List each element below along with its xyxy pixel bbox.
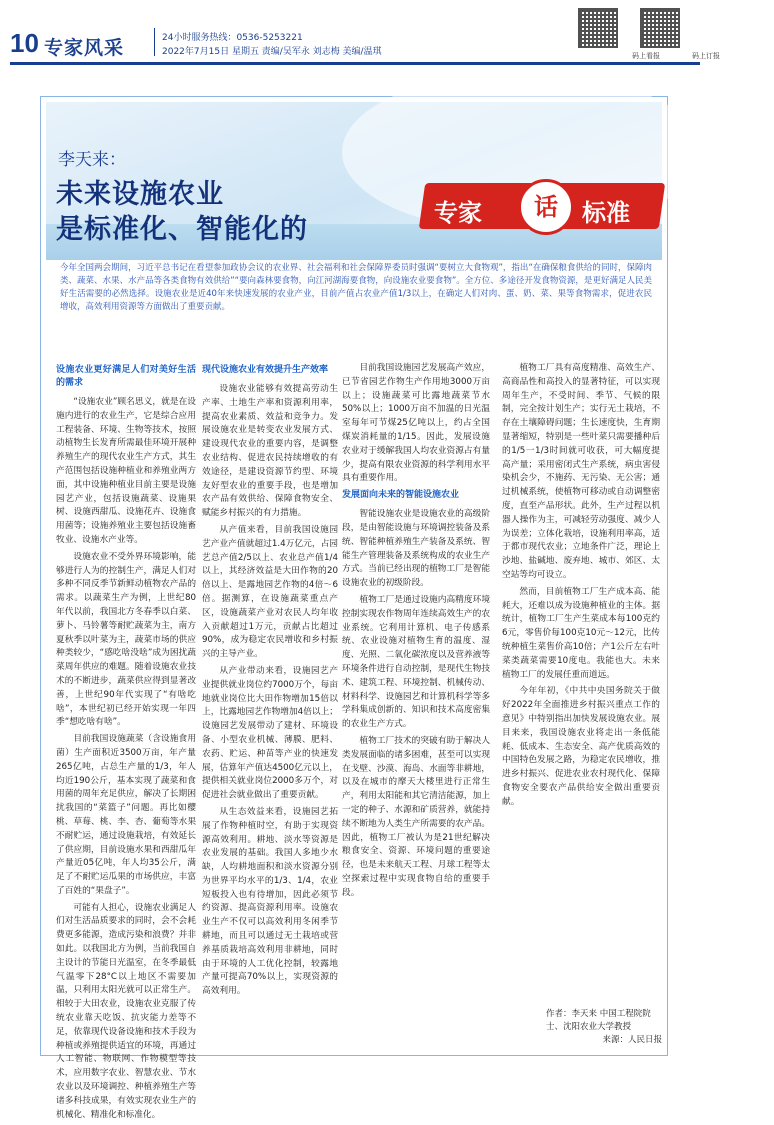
paragraph: 可能有人担心，设施农业满足人们对生活品质要求的同时，会不会耗费更多能源，造成污染和浪费？并非如此。以我国北方为例，当前我国自主设计的节能日光温室，在冬季最低气温零下28°C以上地区不需要加温，只利用太阳光就可以正常生产。相较于大田农业，设施农业克服了传统农业靠天吃饭、抗灾能力差等不足，依靠现代设备设施和技术手段为种植或养殖提供适宜的环境，再通过人工智能、物联网、作物模型等技术，应用数字农业、智慧农业、节水农业以及环境调控、种植养殖生产等诸多科技成果，有效实现农业生产的机械化、精准化和标准化。 xyxy=(56,902,196,1120)
section-title: 专家风采 xyxy=(44,37,125,59)
paragraph: 目前我国设施蔬菜（含设施食用菌）生产面积近3500万亩，年产量265亿吨，占总生产量的1/3，年人均近190公斤，基本实现了蔬菜和食用菌的周年充足供应，解决了长期困扰我国的“菜篮子”问题。再比如樱桃、草莓、桃、李、杏、葡萄等水果不耐贮运，通过设施栽培，有效延长了供应期，目前设施水果和西甜瓜年产量近05亿吨，年人均35公斤，满足了不耐贮运瓜果的市场供应，丰富了百姓的“果盘子”。 xyxy=(56,734,196,896)
author-signature xyxy=(546,1008,662,1047)
paragraph: 从产业带动来看，设施园艺产业提供就业岗位约7000万个，每亩地就业岗位比大田作物增加15倍以上，比露地园艺作物增加4倍以上；设施园艺发展带动了建材、环境设备、小型农业机械、薄膜、肥料、农药、贮运、种苗等产业的快速发展，估算年产值达4500亿元以上，提供相关就业岗位2000多万个，对促进社会就业做出了重要贡献。 xyxy=(202,665,338,801)
header-rule xyxy=(10,62,700,65)
author-name: 李天来 中国工程院院士、沈阳农业大学教授 xyxy=(546,1009,651,1032)
article-lead: 今年全国两会期间，习近平总书记在看望参加政协会议的农业界、社会福利和社会保障界委员时强调“要树立大食物观”，指出“在确保粮食供给的同时，保障肉类、蔬菜、水果、水产品等各类食物有效供给”“要向森林要食物，向江河湖海要食物，向设施农业要食物”。全方位、多途径开发食物资源，是更好满足人民美好生活需要的必然选择。设施农业是近40年来快速发展的农业产业，目前产值占农业产值1/3以上，在确定人们对肉、蛋、奶、菜、果等食物需求，促进农民增收，高效利用资源等方面做出了重要贡献。 xyxy=(60,263,652,312)
badge-right-text: 标准 xyxy=(582,199,630,227)
dateline: 2022年7月15日 星期五 责编/吴军永 刘志梅 美编/温琪 xyxy=(162,47,382,57)
qr-code-subscribe-icon[interactable] xyxy=(640,8,680,48)
paragraph: 智能设施农业是设施农业的高级阶段，是由智能设施与环境调控装备及系统、智能种植养殖生产装备及系统、智能生产管理装备及系统构成的农业生产方式。当前已经出现的植物工厂是智能设施农业的初级阶段。 xyxy=(342,509,490,589)
badge-left-text: 专家 xyxy=(434,199,482,227)
qr-code-read-icon[interactable] xyxy=(578,8,618,48)
article-kicker: 李天来： xyxy=(58,150,126,170)
service-hotline: 24小时服务热线：0536-5253221 xyxy=(162,33,303,43)
article-column-1 xyxy=(56,362,196,1125)
paragraph: 从生态效益来看，设施园艺拓展了作物种植时空，有助于实现资源高效利用。耕地、淡水等资源是农业发展的基础。我国人多地少水缺，人均耕地面积和淡水资源分别为世界平均水平的1/3、1/4，农业短板投入也有待增加，因此必须节约资源、提高资源利用率。设施农业生产不仅可以高效利用冬闲季节耕地，而且可以通过无土栽培或营养基质栽培高效利用非耕地，同时由于环境的人工优化控制，较露地产量可提高70%以上，实现资源的高效利用。 xyxy=(202,806,338,997)
subhead-1: 设施农业更好满足人们对美好生活的需求 xyxy=(56,365,196,388)
paragraph: 从产值来看，目前我国设施园艺产业产值就超过1.4万亿元，占园艺总产值2/5以上、农业总产值1/4以上，其经济效益是大田作物的20倍以上、是露地园艺作物的4倍～6倍。据测算，在设施蔬菜重点产区，设施蔬菜产业对农民人均年收入贡献超过1万元，贡献占比超过90%，成为稳定农民增收和乡村振兴的主导产业。 xyxy=(202,524,338,660)
paragraph: 设施农业不受外界环境影响，能够进行人为的控制生产，满足人们对多种不同反季节新鲜动植物农产品的需求。以蔬菜生产为例，上世纪80年代以前，我国北方冬春季以白菜、萝卜、马铃薯等耐贮蔬菜为主，南方夏秋季以叶菜为主，蔬菜市场的供应种类较少，“感吃啥没啥”成为困扰蔬菜周年供应的难题。随着设施农业技术的不断进步，蔬菜供应得到显著改善，上世纪90年代实现了“有啥吃啥”，本世纪初已经开始实现一年四季“想吃啥有啥”。 xyxy=(56,551,196,728)
paragraph: 然而，目前植物工厂生产成本高、能耗大，还难以成为设施种植业的主体。据统计，植物工厂生产生菜成本每100克约6元，零售价每100克10元～12元，比传统种植生菜售价高10倍；产1公斤左右叶菜类蔬菜需要10度电。我能也大。未来植物工厂的发展任重而道远。 xyxy=(502,586,660,680)
qr-caption-subscribe: 码上订报 xyxy=(692,52,720,60)
badge-center-text: 话 xyxy=(518,179,574,235)
paragraph: 植物工厂具有高度精准、高效生产、高商品性和高投入的显著特征，可以实现周年生产，不受时间、季节、气候的限制，完全按计划生产；实行无土栽培，不存在土壤障碍问题；生长速度快，生育期显著缩短，特别是一些叶菜只需要播种后的1/5一1/3时间就可收获，可大幅度提高产量；采用密闭式生产系统，病虫害侵染机会少，不施药、无污染、无公害；通过机械系统，使植物可移动或自动调整密度，直至产品形状。此外，生产过程以机器人操作为主，可减轻劳动强度、减少人为误差；立体化栽培，设施利用率高，适于都市现代农业；立地条件广泛，理论上沙地、盐碱地、废弃地、城市、郊区、太空站等均可设立。 xyxy=(502,363,660,580)
qr-caption-read: 码上看报 xyxy=(632,52,660,60)
article-column-2 xyxy=(202,362,338,1002)
paragraph: 目前我国设施园艺发展高产效应，已节省园艺作物生产作用地3000万亩以上；设施蔬菜可比露地蔬菜节水50%以上；1000万亩不加温的日光温室每年可节煤25亿吨以上，约占全国煤炭消耗量的1/15。因此，发展设施农业对于缓解我国人均农业资源占有量少，提高有限农业资源的科学利用水平具有重要作用。 xyxy=(342,363,490,484)
page-number: 10 xyxy=(10,28,39,58)
paragraph: “设施农业”顾名思义，就是在设施内进行的农业生产，它是综合应用工程装备、环境、生物等技术，按照动植物生长发育所需最佳环境开展种养殖生产的现代农业生产方式，其生产范围包括设施种植业和养殖业两方面，其中设施种植业目前主要是设施园艺产业，包括设施蔬菜、设施果树、设施西甜瓜、设施花卉、设施食用菌等；设施养殖业主要包括设施畜牧业、设施水产业等。 xyxy=(56,397,196,545)
author-line xyxy=(546,1008,662,1034)
expert-talk-badge xyxy=(422,175,662,235)
paragraph: 设施农业能够有效提高劳动生产率、土地生产率和资源利用率，提高农业素质、效益和竞争力。发展设施农业是转变农业发展方式、建设现代农业的重要内容，是调整农业结构、促进农民持续增收的有效途径，是建设资源节约型、环境友好型农业的重要手段，也是增加农产品有效供给、保障食物安全、赋能乡村振兴的有力措施。 xyxy=(202,384,338,519)
article-column-3 xyxy=(342,362,490,903)
paragraph: 今年年初，《中共中央国务院关于做好2022年全面推进乡村振兴重点工作的意见》中特别指出加快发展设施农业。展目来来，我国设施农业将走出一条低能耗、低成本、生态安全、高产优质高效的中国特色发展之路，为稳定农民增收，推进乡村振兴、促进农业农村现代化、保障食物安全要农产品供给安全做出重要贡献。 xyxy=(502,686,660,807)
headline-line-1: 未来设施农业 xyxy=(56,179,224,210)
author-label: 作者： xyxy=(546,1009,572,1019)
subhead-2: 现代设施农业有效提升生产效率 xyxy=(202,365,329,375)
source-line: 来源：人民日报 xyxy=(602,1035,662,1045)
headline-line-2: 是标准化、智能化的 xyxy=(56,214,308,245)
article-column-4 xyxy=(502,362,660,813)
page-header xyxy=(0,0,720,60)
paragraph: 植物工厂是通过设施内高精度环境控制实现农作物周年连续高效生产的农业系统。它利用计算机、电子传感系统、农业设施对植物生育的温度、湿度、光照、二氧化碳浓度以及营养液等环境条件进行自动控制，是现代生物技术、建筑工程、环境控制、机械传动、材料科学、设施园艺和计算机科学等多学科集成创新的、知识和技术高度密集的农业生产方式。 xyxy=(342,594,490,730)
header-divider xyxy=(154,28,155,56)
subhead-3: 发展面向未来的智能设施农业 xyxy=(342,490,460,501)
paragraph: 植物工厂技术的突破有助于解决人类发展面临的诸多困难，甚至可以实现在戈壁、沙漠、海岛、水面等非耕地，以及在城市的摩天大楼里进行正常生产，利用太阳能和其它清洁能源，加上一定的种子、水源和矿质营养，就能持续不断地为人类生产所需要的农产品。因此，植物工厂被认为是21世纪解决粮食安全、资源、环境问题的重要途径，也是未来航天工程、月球工程等太空探索过程中实现食物自给的重要手段。 xyxy=(342,735,490,898)
